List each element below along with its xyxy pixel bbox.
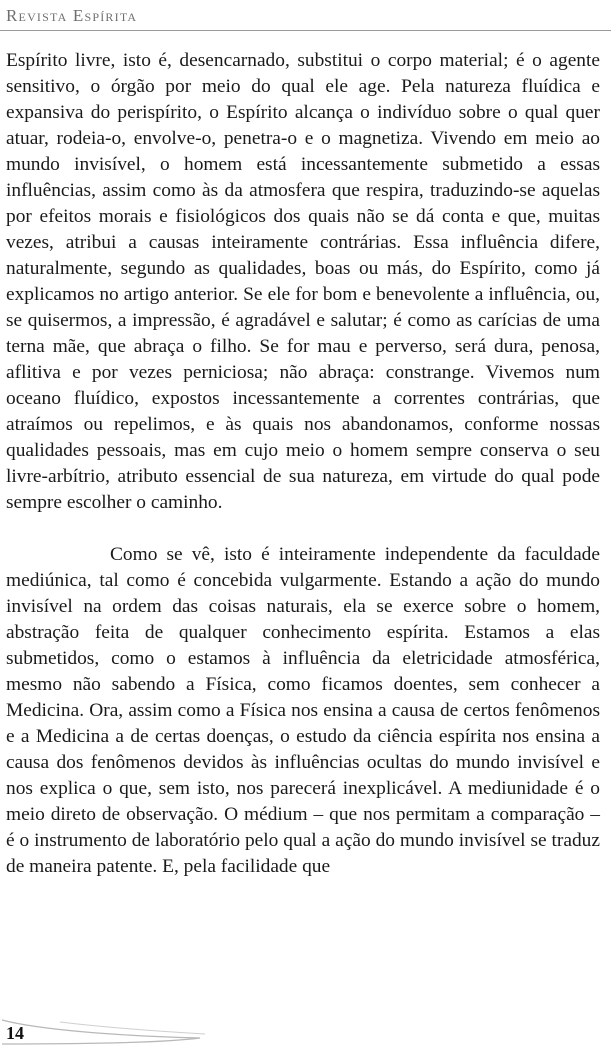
page-footer (0, 1016, 611, 1047)
page-body (6, 48, 600, 880)
paragraph-2: Como se vê, isto é inteiramente independente da faculdade mediúnica, tal como é concebida vulgarmente. Estando a ação do mundo invisível na ordem das coisas naturais, ela se exerce sobre o homem, abstração feita de qualquer conhecimento espírita. Estamos a elas submetidos, como o estamos à influência da eletricidade atmosférica, mesmo não sabendo a Física, como ficamos doentes, sem conhecer a Medicina. Ora, assim como a Física nos ensina a causa de certos fenômenos e a Medicina a de certas doenças, o estudo da ciência espírita nos ensina a causa dos fenômenos devidos às influências ocultas do mundo invisível e nos explica o que, sem isto, nos parecerá inexplicável. A mediunidade é o meio direto de observação. O médium – que nos permitam a comparação – é o instrumento de laboratório pelo qual a ação do mundo invisível se traduz de maneira patente. E, pela facilidade que (6, 544, 600, 877)
header-divider (0, 30, 611, 31)
running-header-title: Revista Espírita (6, 6, 138, 25)
footer-swoosh-decoration (0, 1016, 611, 1047)
paragraph-1: Espírito livre, isto é, desencarnado, substitui o corpo material; é o agente sensitivo, o órgão por meio do qual ele age. Pela natureza fluídica e expansiva do perispírito, o Espírito alcança o indivíduo sobre o qual quer atuar, rodeia-o, envolve-o, penetra-o e o magnetiza. Vivendo em meio ao mundo invisível, o homem está incessantemente submetido a essas influências, assim como às da atmosfera que respira, traduzindo-se aquelas por efeitos morais e fisiológicos dos quais não se dá conta e que, muitas vezes, atribui a causas inteiramente contrárias. Essa influência difere, naturalmente, segundo as qualidades, boas ou más, do Espírito, como já explicamos no artigo anterior. Se ele for bom e benevolente a influência, ou, se quisermos, a impressão, é agradável e salutar; é como as carícias de uma terna mãe, que abraça o filho. Se for mau e perverso, será dura, penosa, aflitiva e por vezes perniciosa; não abraça: constrange. Vivemos num oceano fluídico, expostos incessantemente a correntes contrárias, que atraímos ou repelimos, e às quais nos abandonamos, conforme nossas qualidades pessoais, mas em cujo meio o homem sempre conserva o seu livre-arbítrio, atributo essencial de sua natureza, em virtude do qual pode sempre escolher o caminho. (6, 50, 600, 513)
page-number: 14 (6, 1023, 24, 1043)
